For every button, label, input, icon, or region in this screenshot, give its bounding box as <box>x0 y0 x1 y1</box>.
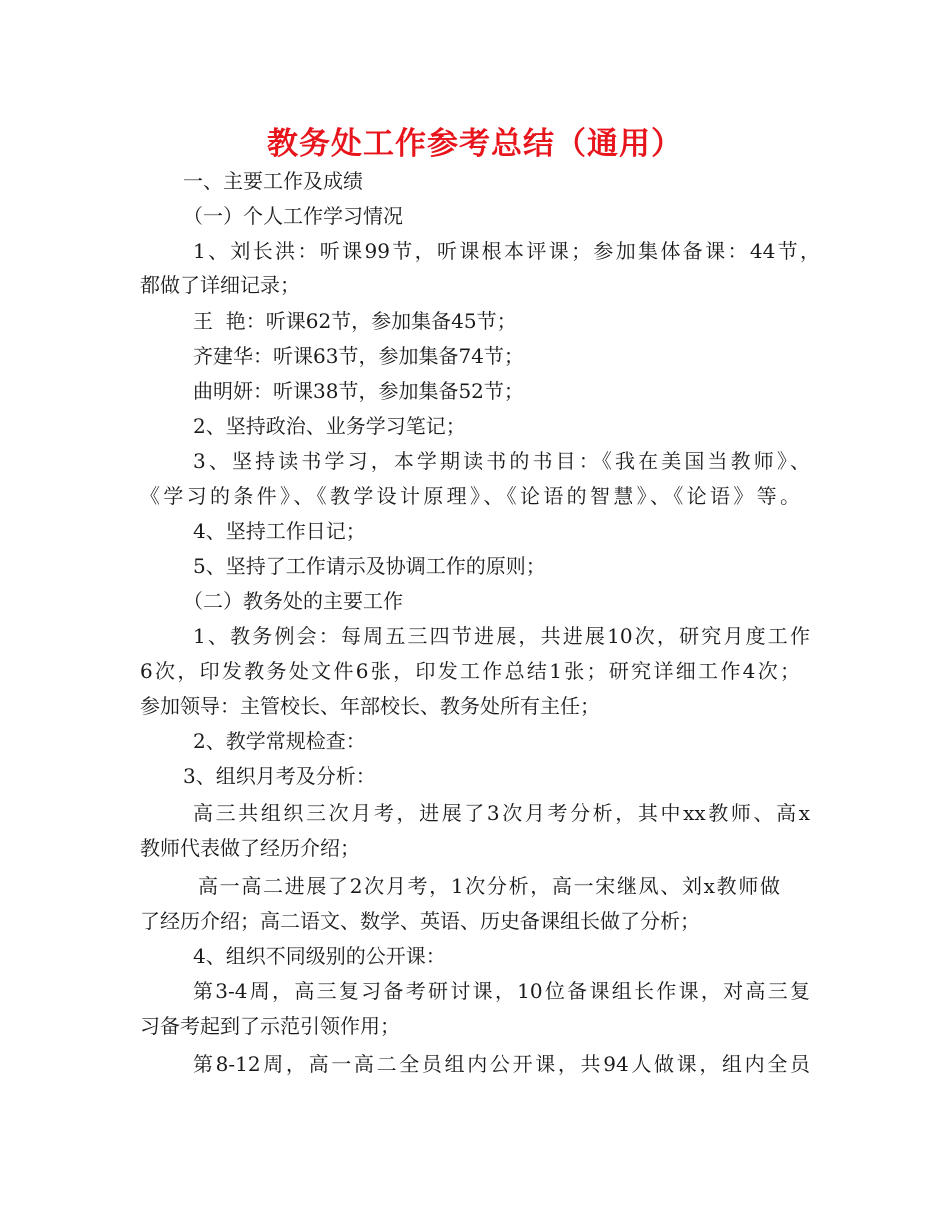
paragraph-line: 高三共组织三次月考，进展了3次月考分析，其中xx教师、高x <box>193 801 810 825</box>
paragraph-line: 习备考起到了示范引领作用； <box>140 1014 400 1038</box>
paragraph-line: 都做了详细记录； <box>140 273 300 297</box>
paragraph-line: 《学习的条件》、《教学设计原理》、《论语的智慧》、《论语》等。 <box>140 484 800 508</box>
section-heading: 一、主要工作及成绩 <box>183 169 363 193</box>
paragraph-line: 王 艳：听课62节，参加集备45节； <box>193 309 517 333</box>
paragraph-line: 4、组织不同级别的公开课： <box>193 944 446 968</box>
paragraph-line: 第8-12周，高一高二全员组内公开课，共94人做课，组内全员 <box>193 1052 810 1076</box>
paragraph-line: 1、刘长洪：听课99节，听课根本评课；参加集体备课：44节， <box>193 239 820 263</box>
paragraph-line: 高一高二进展了2次月考，1次分析，高一宋继凤、刘x教师做 <box>198 874 780 898</box>
paragraph-line: 4、坚持工作日记； <box>193 519 366 543</box>
paragraph-line: 6次，印发教务处文件6张，印发工作总结1张；研究详细工作4次； <box>140 659 800 683</box>
paragraph-line: 3、坚持读书学习，本学期读书的书目：《我在美国当教师》、 <box>193 449 810 473</box>
paragraph-line: 5、坚持了工作请示及协调工作的原则； <box>193 554 546 578</box>
paragraph-line: 2、教学常规检查： <box>193 729 366 753</box>
document-title: 教务处工作参考总结（通用） <box>267 126 683 162</box>
paragraph-line: 齐建华：听课63节，参加集备74节； <box>193 344 524 368</box>
paragraph-line: 第3-4周，高三复习备考研讨课，10位备课组长作课，对高三复 <box>193 979 810 1003</box>
paragraph-line: 了经历介绍；高二语文、数学、英语、历史备课组长做了分析； <box>140 909 700 933</box>
paragraph-line: 参加领导：主管校长、年部校长、教务处所有主任； <box>140 694 600 718</box>
paragraph-line: 3、组织月考及分析： <box>183 764 376 788</box>
paragraph-line: 教师代表做了经历介绍； <box>140 836 360 860</box>
subsection-heading: （一）个人工作学习情况 <box>183 204 403 228</box>
subsection-heading: （二）教务处的主要工作 <box>183 589 403 613</box>
paragraph-line: 2、坚持政治、业务学习笔记； <box>193 414 466 438</box>
paragraph-line: 1、教务例会：每周五三四节进展，共进展10次，研究月度工作 <box>193 624 810 648</box>
paragraph-line: 曲明妍：听课38节，参加集备52节； <box>193 379 524 403</box>
